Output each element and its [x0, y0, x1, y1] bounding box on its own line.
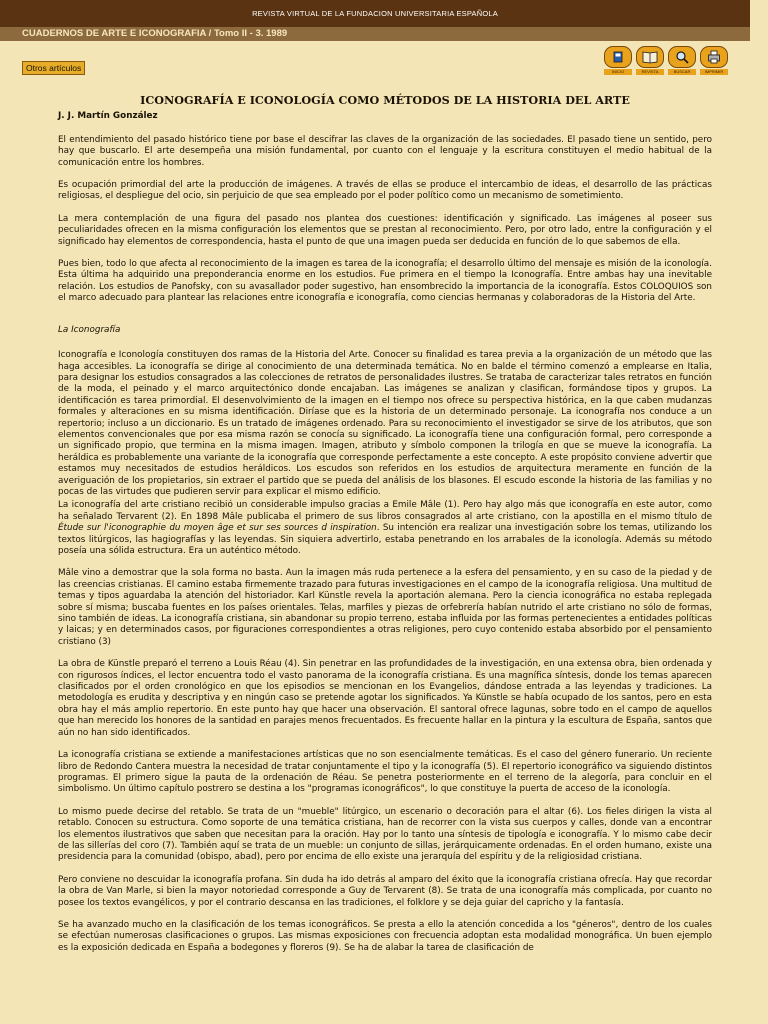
imprimir-button[interactable]: [699, 46, 729, 75]
buscar-button[interactable]: [667, 46, 697, 75]
otros-articulos-button[interactable]: [22, 61, 85, 75]
paragraph: El entendimiento del pasado histórico tiene por base el descifrar las claves de la organización de las sociedades. El pasado tiene un sentido, pero hay que buscarlo. El arte desempeña una misión fundamental, por cuanto con el lenguaje y la escritura constituyen el medio habitual de la comunicación entre los hombres.: [58, 134, 712, 168]
book-title: Étude sur l'iconographie du moyen âge et sur ses sources d inspiration: [58, 523, 377, 534]
article-title: ICONOGRAFÍA E ICONOLOGÍA COMO MÉTODOS DE LA HISTORIA DEL ARTE: [140, 93, 630, 107]
site-title: REVISTA VIRTUAL DE LA FUNDACION UNIVERSITARIA ESPAÑOLA: [252, 9, 498, 18]
inicio-button[interactable]: [603, 46, 633, 75]
paragraph: Se ha avanzado mucho en la clasificación de los temas iconográficos. Se presta a ello la atención concedida a los "géneros", dentro de los cuales se efectúan numerosas clasificaciones o grupos. Las mismas exposiciones con frecuencia adoptan esta modalidad monográfica. Un buen ejemplo es la exposición dedicada en España a bodegones y floreros (9). Se ha de alabar la tarea de clasificación de: [58, 919, 712, 953]
nav-toolbar: [603, 46, 729, 75]
revista-button[interactable]: [635, 46, 665, 75]
print-icon: [700, 46, 728, 68]
paragraph: Pues bien, todo lo que afecta al reconocimiento de la imagen es tarea de la iconografía; el desarrollo último del mensaje es misión de la iconología. Esta última ha adquirido una preponderancia enorme en los estudios. Fue primera en el tiempo la Iconografía. Entre ambas hay una inevitable relación. Los estudios de Panofsky, con su avasallador poder sugestivo, han ensombrecido la importancia de la iconografía. Estos COLOQUIOS son el marco adecuado para plantear las relaciones entre iconografía e iconografía, como ciencias hermanas y colaboradoras de la Historia del Arte.: [58, 259, 712, 304]
paragraph: La iconografía cristiana se extiende a manifestaciones artísticas que no son esencialmente temáticas. Es el caso del género funerario. Un reciente libro de Redondo Cantera muestra la necesidad de tratar conjuntamente el tipo y la iconografía (5). El repertorio iconográfico va siguiendo distintos programas. El primero sigue la pauta de la ordenación de Réau. Se penetra posteriormente en el terreno de la alegoría, para concluir en el simbolismo. Un último capítulo postrero se destina a los "programas iconográficos", lo que constituye la puerta de acceso de la iconología.: [58, 750, 712, 795]
buscar-label: BUSCAR: [668, 69, 696, 75]
inicio-label: INICIO: [604, 69, 632, 75]
home-icon: [604, 46, 632, 68]
paragraph: Mâle vino a demostrar que la sola forma no basta. Aun la imagen más ruda pertenece a la esfera del pensamiento, y en su caso de la piedad y de las creencias cristianas. El camino estaba firmemente trazado para futuras investigaciones en el campo de la iconografía religiosa. Una multitud de temas y tipos aguardaba la atención del historiador. Karl Künstle revela la aportación alemana. Pero la ciencia iconográfica no estaba replegada sobre sí misma; buscaba fuentes en los países orientales. Telas, marfiles y piezas de orfebrería habían nutrido el arte cristiano no sólo de formas, sino también de ideas. La iconografía cristiana, sin abandonar su propio terreno, estaba influida por las formas pertenecientes a entidades políticas y laicas; y en determinados casos, por figuraciones correspondientes a otras religiones, pero cuyo contenido estaba absorbido por el pensamiento cristiano (3): [58, 568, 712, 647]
paragraph: [58, 500, 712, 557]
issue-title[interactable]: CUADERNOS DE ARTE E ICONOGRAFIA / Tomo II - 3. 1989: [22, 28, 288, 39]
site-header: [0, 0, 750, 27]
paragraph-text: La iconografía del arte cristiano recibió un considerable impulso gracias a Emile Mâle (1). Pero hay algo más que iconografía en este autor, como ha señalado Tervarent (2). En 1898 Mâle publicaba el primero de sus libros consagrados al arte cristiano, con la apostilla en el mismo título de: [58, 500, 712, 522]
paragraph: La obra de Künstle preparó el terreno a Louis Réau (4). Sin penetrar en las profundidades de la investigación, en una extensa obra, bien ordenada y con rigurosos índices, el lector encuentra todo el vasto panorama de la iconografía cristiana. Es una magnífica síntesis, donde los temas aparecen clasificados por el orden cronológico en que los episodios se mencionan en los Evangelios, dándose entrada a las leyendas y tradiciones. La metodología es erudita y descriptiva y en ningún caso se pretende agotar los significados. Ya Künstle se había ocupado de los santos, pero en esta obra hay el más amplio repertorio. En este punto hay que hacer una observación. El santoral ofrece lagunas, sobre todo en el campo de aquellos que han merecido los honores de la santidad en parajes menos frecuentados. Es frecuente hallar en la pintura y la escultura de España, santos que aún no han sido identificados.: [58, 659, 712, 738]
paragraph: La mera contemplación de una figura del pasado nos plantea dos cuestiones: identificación y significado. Las imágenes al poseer sus peculiaridades ofrecen en la misma configuración los elementos que se prestan al reconocimiento. Pero, por otro lado, entre la configuración y el significado hay elementos de correspondencia, hasta el punto de que una imagen pueda ser deducida en función de lo que sabemos de ella.: [58, 213, 712, 247]
paragraph: Iconografía e Iconología constituyen dos ramas de la Historia del Arte. Conocer su finalidad es tarea previa a la organización de un método que las haga accesibles. La iconografía se dirige al conocimiento de una determinada temática. No en balde el término comenzó a emplearse en Italia, para designar los estudios consagrados a las colecciones de retratos de personalidades ilustres. Se trataba de caracterizar tales retratos en función de la moda, el peinado y el marco arquitectónico donde encajaban. Las imágenes se analizan y clasifican, formándose tipos y grupos. La identificación es tarea primordial. El desenvolvimiento de la imagen en el tiempo nos ofrece su perspectiva histórica, en la que caben mudanzas formales y alteraciones en su misma identificación. Diríase que es la historia de un determinado personaje. La iconografía nos conduce a un repertorio; incluso a un diccionario. Es un tratado de imágenes ordenado. Para su reconocimiento el investigador se sirve de los atributos, que son elementos convencionales que por esa misma razón se conocía su significado. La iconografía tiene una configuración formal, pero corresponde a un significado propio, que termina en la misma imagen. Imagen, atributo y símbolo componen la trilogía en que se mueve la iconografía. La heráldica es probablemente una variante de la iconografía que corresponde perfectamente a este concepto. A este propósito conviene advertir que estamos muy necesitados de estudios heráldicos. Los escudos son referidos en los estudios de arquitectura meramente en función de la averiguación de los propietarios, sin extraer el partido que se pueda del análisis de los blasones. El escudo esconde la historia de las familias y no pocas de las virtudes que pudieren servir para explicar el mismo edificio.: [58, 350, 712, 497]
paragraph: Pero conviene no descuidar la iconografía profana. Sin duda ha ido detrás al amparo del éxito que la iconografía cristiana ofrecía. Hay que recordar la obra de Van Marle, si bien la mayor notoriedad corresponde a Guy de Tervarent (8). Se trata de una iconografía más complicada, por cuanto no posee los textos evangélicos, y por el contrario descansa en las tradiciones, el folklore y se deja guiar del capricho y la fantasía.: [58, 874, 712, 908]
paragraph-text: . Su intención era realizar una investigación sobre los temas, utilizando los textos litúrgicos, las hagiografías y las leyendas. Sin siquiera advertirlo, estaba penetrando en los arrabales de la iconología. Además su método poseía una sólida estructura. Era un auténtico método.: [58, 523, 713, 556]
paragraph: Lo mismo puede decirse del retablo. Se trata de un "mueble" litúrgico, un escenario o decoración para el altar (6). Los fieles dirigen la vista al retablo. Conocen su estructura. Como soporte de una temática cristiana, han de recorrer con la vista sus cuerpos y calles, donde van a encontrar los elementos ilustrativos que saben que necesitan para la oración. Hay por lo tanto una síntesis de tipología e iconografía. Y lo mismo cabe decir de las sillerías del coro (7). También aquí se trata de un mueble: un conjunto de sillas, jerárquicamente ordenadas. En el orden humano, existe una presidencia para la comunidad (obispo, abad), pero por encima de ello existe una jerarquía del espíritu y de la religiosidad cristiana.: [58, 806, 712, 863]
revista-label: REVISTA: [636, 69, 664, 75]
article-author: J. J. Martín González: [58, 111, 158, 122]
otros-articulos-label: Otros artículos: [26, 63, 82, 73]
book-icon: [636, 46, 664, 68]
issue-bar: [0, 27, 750, 41]
article-body: [58, 95, 712, 965]
section-heading: La Iconografía: [58, 324, 121, 335]
search-icon: [668, 46, 696, 68]
paragraph: Es ocupación primordial del arte la producción de imágenes. A través de ellas se produce el intercambio de ideas, el desarrollo de las prácticas religiosas, el despliegue del ocio, sin perjuicio de que sea empleado por el poder político como un mecanismo de sometimiento.: [58, 180, 712, 202]
imprimir-label: IMPRIMIR: [700, 69, 728, 75]
